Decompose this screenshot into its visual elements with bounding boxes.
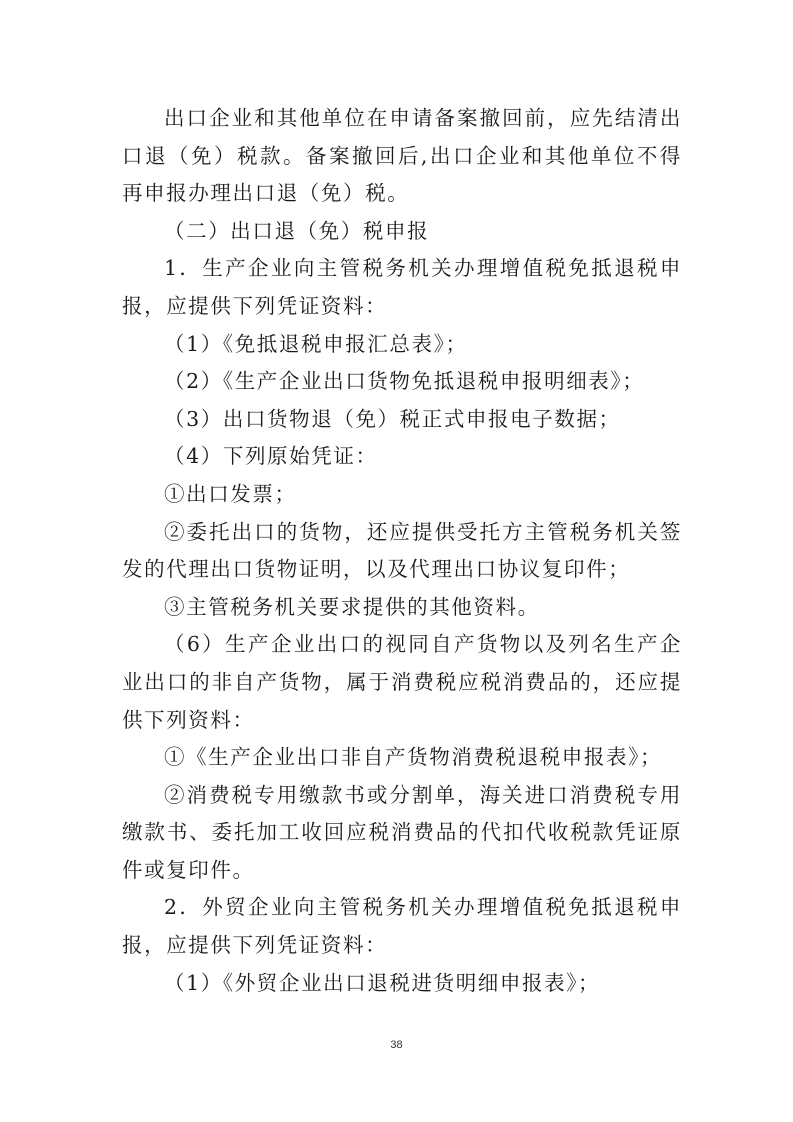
body-text: [122, 100, 682, 1002]
list-item: （1）《免抵退税申报汇总表》；: [164, 331, 468, 356]
sub-list-item: ①出口发票；: [164, 481, 297, 506]
sub-list-item: ②委托出口的货物，还应提供受托方主管税务机关签发的代理出口货物证明，以及代理出口协议复印件；: [122, 519, 682, 582]
sub-list-item: ①《生产企业出口非自产货物消费税退税申报表》；: [164, 745, 663, 770]
paragraph-production-enterprise: 1．生产企业向主管税务机关办理增值税免抵退税申报，应提供下列凭证资料：: [122, 256, 682, 318]
list-item: （2）《生产企业出口货物免抵退税申报明细表》；: [164, 369, 645, 394]
list-item: （4）下列原始凭证：: [164, 444, 378, 469]
sub-list-item: ②消费税专用缴款书或分割单，海关进口消费税专用缴款书、委托加工收回应税消费品的代扣代收税款凭证原件或复印件。: [122, 782, 682, 882]
page-number: 38: [390, 1039, 403, 1051]
paragraph-trade-enterprise: 2．外贸企业向主管税务机关办理增值税免抵退税申报，应提供下列凭证资料：: [122, 895, 682, 958]
section-heading: （二）出口退（免）税申报: [164, 218, 430, 243]
list-item: （3）出口货物退（免）税正式申报电子数据；: [164, 406, 621, 431]
list-item: （1）《外贸企业出口退税进货明细申报表》；: [164, 970, 601, 995]
sub-list-item: ③主管税务机关要求提供的其他资料。: [164, 594, 540, 619]
paragraph-filing-withdrawal: 出口企业和其他单位在申请备案撤回前，应先结清出口退（免）税款。备案撤回后,出口企业和其他单位不得再申报办理出口退（免）税。: [122, 106, 682, 206]
list-item: （6）生产企业出口的视同自产货物以及列名生产企业出口的非自产货物，属于消费税应税消费品的，还应提供下列资料：: [122, 632, 682, 732]
